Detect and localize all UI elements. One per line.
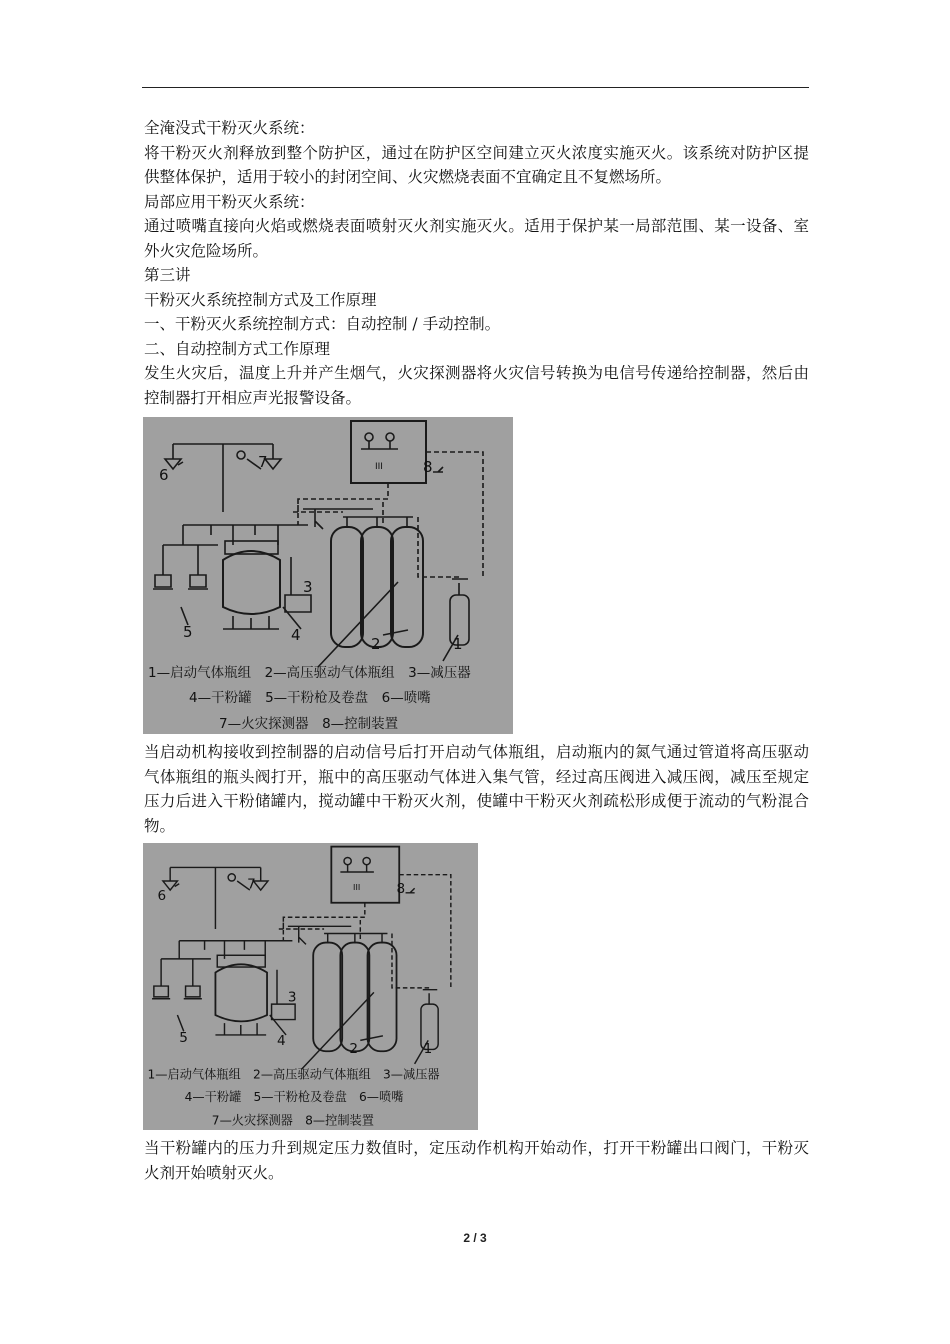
page-number: 2 / 3 bbox=[463, 1231, 487, 1245]
callout-1: 1 bbox=[423, 1041, 433, 1058]
control-modes: 一、干粉灭火系统控制方式：自动控制 / 手动控制。 bbox=[144, 315, 501, 333]
figure-dry-powder-system-2 bbox=[143, 843, 478, 1130]
callout-5: 5 bbox=[183, 623, 193, 641]
paragraph-startup-mechanism: 当启动机构接收到控制器的启动信号后打开启动气体瓶组，启动瓶内的氮气通过管道将高压驱动气体瓶组的瓶头阀打开，瓶中的高压驱动气体进入集气管，经过高压阀进入减压阀，减压至规定压力后进入干粉储罐内，搅动罐中干粉灭火剂，使罐中干粉灭火剂疏松形成便于流动的气粉混合物。 bbox=[144, 743, 809, 835]
legend-line-2: 4—干粉罐 5—干粉枪及卷盘 6—喷嘴 bbox=[184, 1090, 404, 1105]
lecture-title: 第三讲 bbox=[144, 266, 191, 284]
paragraph-total-flooding: 将干粉灭火剂释放到整个防护区，通过在防护区空间建立灭火浓度实施灭火。该系统对防护区提供整体保护，适用于较小的封闭空间、火灾燃烧表面不宜确定且不复燃场所。 bbox=[144, 143, 809, 186]
paragraph-local-application: 通过喷嘴直接向火焰或燃烧表面喷射灭火剂实施灭火。适用于保护某一局部范围、某一设备、室外火灾危险场所。 bbox=[144, 217, 809, 260]
callout-7: 7 bbox=[247, 876, 256, 893]
section-title: 干粉灭火系统控制方式及工作原理 bbox=[144, 290, 377, 309]
text-block-middle bbox=[144, 740, 809, 838]
callout-2: 2 bbox=[349, 1041, 359, 1058]
callout-6: 6 bbox=[159, 466, 169, 484]
callout-4: 4 bbox=[291, 626, 301, 644]
paragraph-fire-detection: 发生火灾后，温度上升并产生烟气，火灾探测器将火灾信号转换为电信号传递给控制器，然后由控制器打开相应声光报警设备。 bbox=[144, 364, 809, 407]
callout-3: 3 bbox=[303, 578, 313, 596]
legend-line-1: 1—启动气体瓶组 2—高压驱动气体瓶组 3—减压器 bbox=[148, 665, 471, 681]
callout-3: 3 bbox=[287, 989, 297, 1006]
text-block-top bbox=[144, 116, 809, 410]
callout-6: 6 bbox=[157, 888, 167, 905]
panel-mark: III bbox=[353, 882, 361, 893]
heading-total-flooding: 全淹没式干粉灭火系统： bbox=[144, 119, 315, 137]
callout-8: 8 bbox=[396, 880, 406, 897]
callout-4: 4 bbox=[277, 1032, 286, 1049]
figure-dry-powder-system-1 bbox=[143, 417, 513, 734]
legend-line-3: 7—火灾探测器 8—控制装置 bbox=[211, 1113, 375, 1128]
legend-line-1: 1—启动气体瓶组 2—高压驱动气体瓶组 3—减压器 bbox=[147, 1067, 440, 1082]
header-rule bbox=[142, 87, 809, 88]
auto-control-heading: 二、自动控制方式工作原理 bbox=[144, 339, 331, 358]
callout-8: 8 bbox=[423, 458, 433, 476]
callout-7: 7 bbox=[258, 453, 268, 471]
callout-5: 5 bbox=[179, 1030, 188, 1047]
paragraph-pressure-release: 当干粉罐内的压力升到规定压力数值时，定压动作机构开始动作，打开干粉罐出口阀门，干粉灭火剂开始喷射灭火。 bbox=[144, 1139, 809, 1182]
callout-2: 2 bbox=[371, 635, 381, 653]
text-block-bottom bbox=[144, 1136, 809, 1185]
legend-line-3: 7—火灾探测器 8—控制装置 bbox=[219, 716, 399, 732]
heading-local-application: 局部应用干粉灭火系统： bbox=[144, 192, 315, 211]
callout-1: 1 bbox=[453, 635, 463, 653]
legend-line-2: 4—干粉罐 5—干粉枪及卷盘 6—喷嘴 bbox=[189, 690, 431, 706]
panel-mark: III bbox=[375, 462, 383, 472]
